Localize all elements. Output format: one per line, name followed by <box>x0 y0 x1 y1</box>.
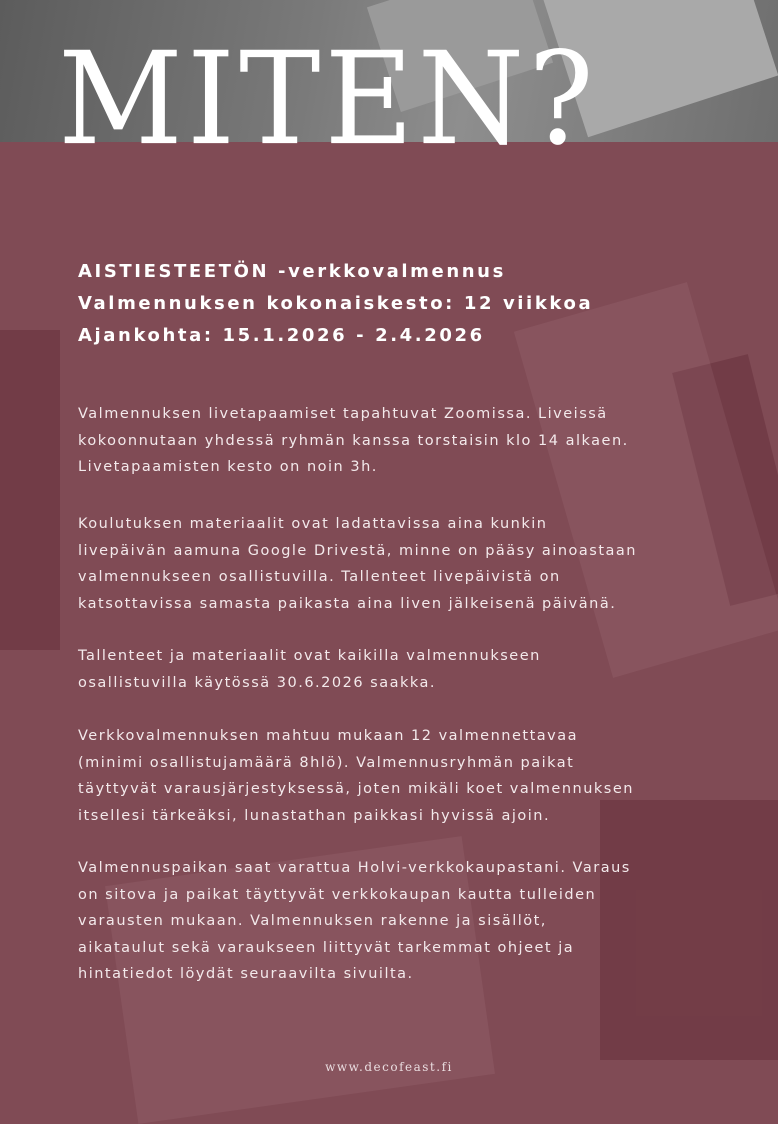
course-info-heading <box>78 256 593 352</box>
text-line: täyttyvät varausjärjestyksessä, joten mikäli koet valmennuksen <box>78 781 634 797</box>
text-line: itsellesi tärkeäksi, lunastathan paikkasi hyvissä ajoin. <box>78 807 551 824</box>
text-line: Koulutuksen materiaalit ovat ladattavissa aina kunkin <box>78 516 548 532</box>
paragraph-materials <box>78 511 637 617</box>
website-url: www.decofeast.fi <box>325 1060 453 1074</box>
course-dates: Ajankohta: 15.1.2026 - 2.4.2026 <box>78 325 485 346</box>
background-book-shape <box>0 330 60 650</box>
text-line: on sitova ja paikat täyttyvät verkkokaupan kautta tulleiden <box>78 886 597 903</box>
course-duration: Valmennuksen kokonaiskesto: 12 viikkoa <box>78 293 594 314</box>
text-line: osallistuvilla käytössä 30.6.2026 saakka. <box>78 674 437 691</box>
text-line: varausten mukaan. Valmennuksen rakenne ja sisällöt, <box>78 913 547 929</box>
text-line: Tallenteet ja materiaalit ovat kaikilla valmennukseen <box>78 648 541 664</box>
text-line: hintatiedot löydät seuraavilta sivuilta. <box>78 966 414 982</box>
paragraph-capacity <box>78 723 634 829</box>
paragraph-booking <box>78 855 631 988</box>
text-line: livepäivän aamuna Google Drivestä, minne on pääsy ainoastaan <box>78 542 637 559</box>
text-line: Valmennuksen livetapaamiset tapahtuvat Zoomissa. Liveissä <box>78 406 608 422</box>
text-line: (minimi osallistujamäärä 8hlö). Valmennusryhmän paikat <box>78 754 575 771</box>
text-line: Livetapaamisten kesto on noin 3h. <box>78 459 378 475</box>
text-line: valmennukseen osallistuvilla. Tallenteet livepäivistä on <box>78 569 561 585</box>
course-name: AISTIESTEETÖN -verkkovalmennus <box>78 261 506 282</box>
text-line: Verkkovalmennuksen mahtuu mukaan 12 valmennettavaa <box>78 728 579 744</box>
text-line: Valmennuspaikan saat varattua Holvi-verkkokaupastani. Varaus <box>78 860 631 876</box>
paragraph-recordings <box>78 643 541 696</box>
page-title: MITEN? <box>58 24 598 174</box>
text-line: katsottavissa samasta paikasta aina liven jälkeisenä päivänä. <box>78 595 617 612</box>
text-line: aikataulut sekä varaukseen liittyvät tarkemmat ohjeet ja <box>78 939 575 956</box>
paragraph-live-sessions <box>78 401 629 481</box>
text-line: kokoonnutaan yhdessä ryhmän kanssa torstaisin klo 14 alkaen. <box>78 432 629 449</box>
